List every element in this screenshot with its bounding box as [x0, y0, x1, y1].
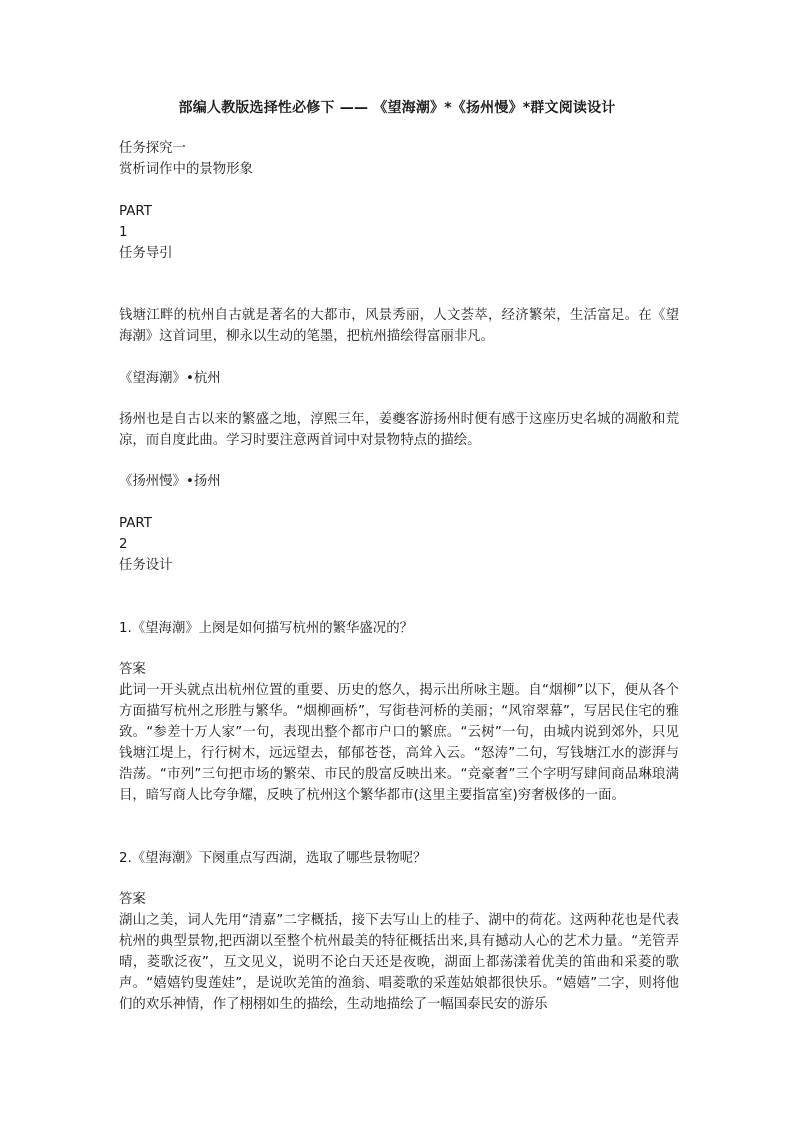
intro-paragraph-hangzhou: 钱塘江畔的杭州自古就是著名的大都市，风景秀丽，人文荟萃，经济繁荣，生活富足。在《望海潮》这首词里，柳永以生动的笔墨，把杭州描绘得富丽非凡。 [119, 308, 679, 344]
caption-yangzhou: 《扬州慢》•扬州 [119, 474, 221, 489]
part-name: 任务设计 [119, 558, 173, 573]
task-heading: 任务探究一 [119, 141, 186, 156]
question-2: 2.《望海潮》下阕重点写西湖，选取了哪些景物呢？ [119, 851, 427, 866]
answer-2-text: 湖山之美，词人先用“清嘉”二字概括，接下去写山上的桂子、湖中的荷花。这两种花也是代表杭州的典型景物,把西湖以至整个杭州最美的特征概括出来,具有撼动人心的艺术力量。“羌管弄晴，菱歌泛夜”，互文见义，说明不论白天还是夜晚，湖面上都荡漾着优美的笛曲和采菱的歌声。“嬉嬉钓叟莲娃”，是说吹羌笛的渔翁、唱菱歌的采莲姑娘都很快乐。“嬉嬉”二字，则将他们的欢乐神情，作了栩栩如生的描绘，生动地描绘了一幅国泰民安的游乐 [119, 913, 679, 1012]
part-name: 任务导引 [119, 246, 173, 261]
document-title: 部编人教版选择性必修下 —— 《望海潮》*《扬州慢》*群文阅读设计 [178, 100, 616, 116]
caption-hangzhou: 《望海潮》•杭州 [119, 371, 221, 386]
task-subtitle: 赏析词作中的景物形象 [119, 162, 253, 177]
answer-label: 答案 [119, 662, 146, 677]
part-label: PART [119, 516, 152, 531]
intro-paragraph-yangzhou: 扬州也是自古以来的繁盛之地，淳熙三年，姜夔客游扬州时便有感于这座历史名城的凋敝和荒凉，而自度此曲。学习时要注意两首词中对景物特点的描绘。 [119, 412, 679, 448]
answer-1-text: 此词一开头就点出杭州位置的重要、历史的悠久，揭示出所咏主题。自“烟柳”以下，便从各个方面描写杭州之形胜与繁华。“烟柳画桥”，写街巷河桥的美丽；“风帘翠幕”，写居民住宅的雅致。“参差十万人家”一句，表现出整个都市户口的繁庶。“云树”一句，由城内说到郊外，只见钱塘江堤上，行行树木，远远望去，郁郁苍苍，高耸入云。“怒涛”二句，写钱塘江水的澎湃与浩荡。“市列”三句把市场的繁荣、市民的殷富反映出来。“竞豪奢”三个字明写肆间商品琳琅满目，暗写商人比夸争耀，反映了杭州这个繁华都市(这里主要指富室)穷奢极侈的一面。 [119, 683, 679, 803]
question-1: 1.《望海潮》上阕是如何描写杭州的繁华盛况的？ [119, 621, 413, 636]
part-number: 2 [119, 537, 128, 552]
part-label: PART [119, 204, 152, 219]
part-number: 1 [119, 225, 128, 240]
answer-label: 答案 [119, 892, 146, 907]
